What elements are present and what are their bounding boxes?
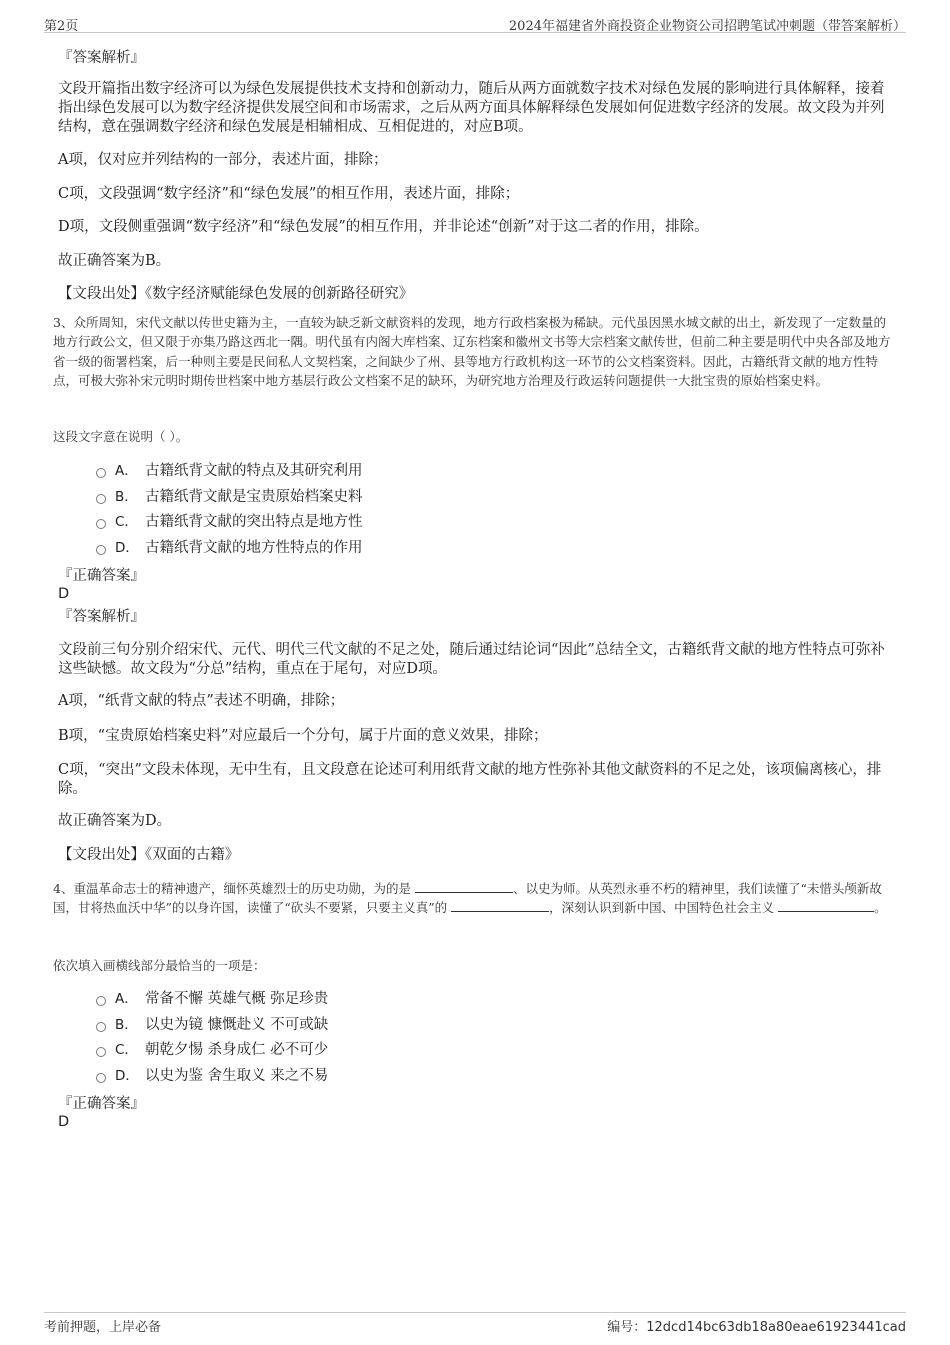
radio-icon[interactable] — [96, 519, 106, 529]
q3-stem: 这段文字意在说明（ ）。 — [53, 429, 189, 444]
q4-answer: D — [58, 1114, 70, 1130]
page-footer — [44, 1312, 906, 1335]
radio-icon[interactable] — [96, 1073, 106, 1083]
q2-analysis-heading: 『答案解析』 — [58, 50, 145, 66]
q4-text: 4、重温革命志士的精神遗产，缅怀英雄烈士的历史功勋，为的是 、以史为师。从英烈永垂不朽的精神里，我们读懂了“未惜头颅新故国，甘将热血沃中华”的以身许国，读懂了“砍头不要紧，只要主义真”的 ，深刻认识到新中国、中国特色社会主义 。 — [53, 881, 887, 916]
q2-option-c-note: C项，文段强调“数字经济”和“绿色发展”的相互作用，表述片面，排除； — [58, 186, 520, 202]
q3-option-c[interactable]: C． 古籍纸背文献的突出特点是地方性 — [96, 513, 363, 532]
blank-line-2 — [451, 899, 549, 912]
q2-option-a-note: A项，仅对应并列结构的一部分，表述片面，排除； — [58, 152, 388, 168]
q2-option-d-note: D项，文段侧重强调“数字经济”和“绿色发展”的相互作用，并非论述“创新”对于这二者的作用，排除。 — [58, 219, 709, 235]
q3-option-a[interactable]: A． 古籍纸背文献的特点及其研究利用 — [96, 462, 363, 481]
blank-line-1 — [415, 880, 513, 893]
page-header — [44, 12, 906, 33]
q3-option-a-note: A项，“纸背文献的特点”表述不明确，排除； — [58, 693, 345, 709]
q3-option-c-note: C项，“突出”文段未体现，无中生有，且文段意在论述可利用纸背文献的地方性弥补其他文献资料的不足之处，该项偏离核心，排除。 — [58, 762, 882, 797]
q3-option-b-note: B项，“宝贵原始档案史料”对应最后一个分句，属于片面的意义效果，排除； — [58, 728, 548, 744]
q3-option-d[interactable]: D． 古籍纸背文献的地方性特点的作用 — [96, 539, 363, 558]
document-code: 编号：12dcd14bc63db18a80eae61923441cad — [607, 1320, 906, 1335]
q3-source: 【文段出处】《双面的古籍》 — [58, 847, 240, 863]
q3-analysis-text: 文段前三句分别介绍宋代、元代、明代三代文献的不足之处，随后通过结论词“因此”总结全文，古籍纸背文献的地方性特点可弥补这些缺憾。故文段为“分总”结构，重点在于尾句，对应D项。 — [58, 642, 885, 677]
q4-answer-heading: 『正确答案』 — [58, 1096, 145, 1112]
blank-line-3 — [778, 899, 874, 912]
q3-option-b[interactable]: B． 古籍纸背文献是宝贵原始档案史料 — [96, 488, 363, 507]
q3-answer: D — [58, 586, 70, 602]
q4-option-c[interactable]: C． 朝乾夕惕 杀身成仁 必不可少 — [96, 1041, 328, 1060]
q3-text: 3、众所周知，宋代文献以传世史籍为主，一直较为缺乏新文献资料的发现，地方行政档案极为稀缺。元代虽因黑水城文献的出土，新发现了一定数量的地方行政公文，但又限于亦集乃路这西北一隅。明代虽有内阁大库档案、辽东档案和徽州文书等大宗档案文献传世，但前二种主要是明代中央各部及地方省一级的衙署档案，后一种则主要是民间私人文契档案，之间缺少了州、县等地方行政机构这一环节的公文档案资料。因此，古籍纸背文献的地方性特点，可极大弥补宋元明时期传世档案中地方基层行政公文档案不足的缺环，为研究地方治理及行政运转问题提供一大批宝贵的原始档案史料。 — [53, 315, 891, 388]
q2-conclusion: 故正确答案为B。 — [58, 253, 171, 269]
footer-slogan: 考前押题，上岸必备 — [44, 1320, 162, 1335]
radio-icon[interactable] — [96, 468, 106, 478]
q4-option-a[interactable]: A． 常备不懈 英雄气概 弥足珍贵 — [96, 990, 328, 1009]
q3-answer-heading: 『正确答案』 — [58, 568, 145, 584]
document-title: 2024年福建省外商投资企业物资公司招聘笔试冲刺题（带答案解析） — [508, 19, 906, 34]
page-number: 第2页 — [44, 19, 79, 34]
q4-option-d[interactable]: D． 以史为鉴 舍生取义 来之不易 — [96, 1067, 328, 1086]
q4-option-b[interactable]: B． 以史为镜 慷慨赴义 不可或缺 — [96, 1016, 328, 1035]
q3-analysis-heading: 『答案解析』 — [58, 609, 145, 625]
radio-icon[interactable] — [96, 545, 106, 555]
radio-icon[interactable] — [96, 1047, 106, 1057]
radio-icon[interactable] — [96, 1022, 106, 1032]
q4-stem: 依次填入画横线部分最恰当的一项是： — [53, 958, 266, 973]
q2-analysis-text: 文段开篇指出数字经济可以为绿色发展提供技术支持和创新动力，随后从两方面就数字技术对绿色发展的影响进行具体解释，接着指出绿色发展可以为数字经济提供发展空间和市场需求，之后从两方面具体解释绿色发展如何促进数字经济的发展。故文段为并列结构，意在强调数字经济和绿色发展是相辅相成、互相促进的，对应B项。 — [58, 81, 885, 135]
radio-icon[interactable] — [96, 494, 106, 504]
radio-icon[interactable] — [96, 996, 106, 1006]
q3-conclusion: 故正确答案为D。 — [58, 813, 172, 829]
q2-source: 【文段出处】《数字经济赋能绿色发展的创新路径研究》 — [58, 286, 414, 302]
